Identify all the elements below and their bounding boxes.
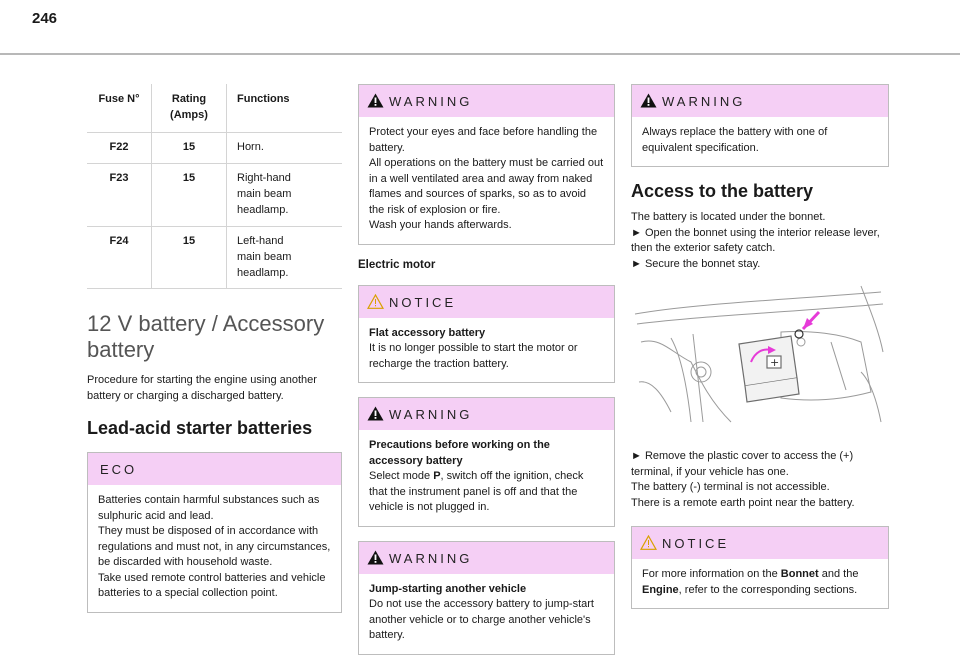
notice-bold: Flat accessory battery	[369, 326, 486, 339]
notice-box-header	[359, 286, 614, 318]
access-heading: Access to the battery	[631, 181, 814, 201]
fuse-function: Left-hand main beam headlamp.	[227, 226, 343, 289]
engine-reference: Engine	[642, 583, 679, 596]
table-row	[87, 226, 342, 289]
access-text: The battery is located under the bonnet. ► Open the bonnet using the interior release lever, then the exterior safety catch. ► Secure the bonnet stay.	[631, 211, 880, 270]
header-rating-line1: Rating	[171, 93, 207, 105]
warning-bold: Precautions before working on the accessory battery	[369, 439, 550, 467]
notice-body	[632, 559, 888, 608]
warning-title: WARNING	[389, 94, 473, 109]
warning-box	[358, 541, 615, 655]
table-row	[87, 163, 342, 226]
eco-text: Batteries contain harmful substances such as sulphuric acid and lead. They must be disposed of in accordance with regulations and must not, in any circumstances, be discarded with household waste. Take used remote control batteries and vehicle batteries to a special collection point.	[98, 494, 331, 600]
header-divider	[0, 53, 960, 55]
fuse-function: Right-hand main beam headlamp.	[227, 163, 343, 226]
bonnet-reference: Bonnet	[780, 568, 819, 580]
column-middle	[358, 84, 615, 655]
fuse-table	[87, 84, 342, 289]
warning-text: Protect your eyes and face before handling the battery. All operations on the battery must be carried out in a well ventilated area and away from naked flames and sources of sparks, so as to avoid the risk of explosion or fire. Wash your hands afterwards.	[369, 126, 604, 231]
fuse-rating: 15	[152, 132, 227, 163]
notice-text-part: , refer to the corresponding sections.	[678, 583, 858, 596]
section-title: 12 V battery / Accessory battery	[87, 311, 325, 363]
warning-title: WARNING	[389, 407, 473, 422]
notice-text-part: and the	[818, 568, 859, 580]
notice-text: It is no longer possible to start the motor or recharge the traction battery.	[369, 342, 578, 370]
warning-icon	[367, 550, 384, 565]
column-left	[87, 84, 342, 613]
notice-box-header	[632, 527, 888, 559]
warning-title: WARNING	[389, 550, 473, 566]
notice-icon	[367, 294, 384, 309]
fuse-rating: 15	[152, 226, 227, 289]
warning-text: Do not use the accessory battery to jump-start another vehicle or to charge another vehicle's battery.	[369, 598, 594, 641]
fuse-rating: 15	[152, 163, 227, 226]
fuse-number: F22	[87, 132, 152, 163]
mode-letter: P	[433, 470, 441, 482]
electric-motor-heading: Electric motor	[358, 258, 436, 271]
notice-title: NOTICE	[389, 294, 457, 310]
plus-sign-icon: +	[770, 356, 780, 369]
warning-box	[358, 84, 615, 245]
warning-bold: Jump-starting another vehicle	[369, 582, 527, 595]
warning-icon	[367, 93, 384, 108]
warning-box	[358, 397, 615, 527]
notice-box	[358, 285, 615, 384]
warning-box-header	[359, 542, 614, 574]
notice-icon	[640, 535, 657, 550]
column-right	[631, 84, 889, 609]
battery-location-illustration	[631, 282, 889, 432]
warning-text-before: Select mode	[369, 470, 434, 482]
fuse-number: F24	[87, 226, 152, 289]
section-intro: Procedure for starting the engine using another battery or charging a discharged battery.	[87, 374, 317, 402]
warning-box-header	[632, 85, 888, 117]
warning-title: WARNING	[662, 94, 746, 109]
eco-box	[87, 452, 342, 613]
warning-body	[359, 574, 614, 654]
notice-text-part: For more information on the	[642, 568, 781, 580]
notice-title: NOTICE	[662, 536, 730, 551]
header-functions: Functions	[227, 84, 343, 132]
lead-acid-heading: Lead-acid starter batteries	[87, 418, 313, 439]
warning-icon	[640, 93, 657, 108]
warning-box	[631, 84, 889, 167]
warning-text-after: , switch off the ignition, check that the instrument panel is off and that the vehicle is not plugged in.	[369, 470, 584, 513]
fuse-function: Horn.	[227, 132, 343, 163]
warning-box-header	[359, 398, 614, 430]
header-rating-line2: (Amps)	[170, 108, 208, 121]
eco-title: ECO	[100, 462, 138, 478]
cover-text: ► Remove the plastic cover to access the (+) terminal, if your vehicle has one. The battery (-) terminal is not accessible. There is a remote earth point near the battery.	[631, 450, 855, 509]
warning-text: Always replace the battery with one of equivalent specification.	[642, 126, 828, 154]
header-rating	[152, 84, 227, 132]
notice-body	[359, 318, 614, 383]
fuse-number: F23	[87, 163, 152, 226]
table-row	[87, 132, 342, 163]
fuse-table-header	[87, 84, 342, 132]
eco-box-header	[88, 453, 341, 485]
warning-icon	[367, 406, 384, 421]
notice-box	[631, 526, 889, 609]
warning-box-header	[359, 85, 614, 117]
warning-body	[359, 430, 614, 526]
header-fuse-no: Fuse N°	[87, 84, 152, 132]
page-number: 246	[32, 10, 58, 27]
